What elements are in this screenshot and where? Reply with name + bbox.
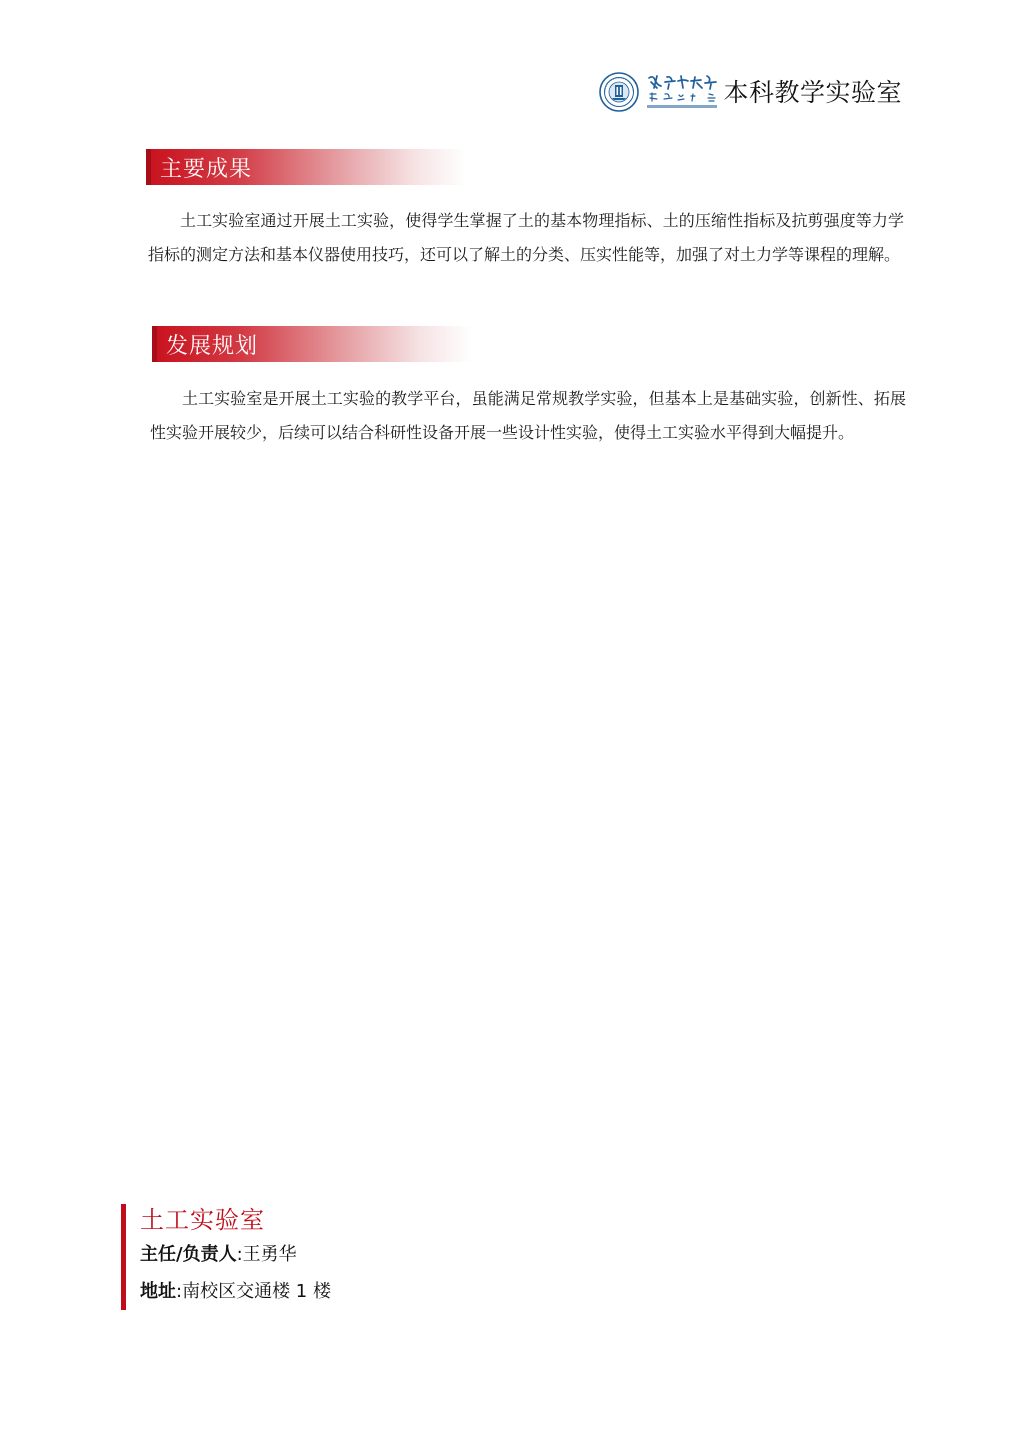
university-name-script-icon [645,72,719,112]
section-heading-label: 发展规划 [166,333,259,359]
section-heading-tab [146,149,151,185]
section-paragraph-development-plan: 土工实验室是开展土工实验的教学平台，虽能满足常规教学实验，但基本上是基础实验，创新性、拓展性实验开展较少，后续可以结合科研性设备开展一些设计性实验，使得土工实验水平得到大幅提升。 [150,389,906,442]
section-heading-achievements [146,149,466,185]
address-separator: : [176,1281,183,1302]
director-line [140,1236,331,1273]
address-label: 地址 [140,1281,176,1302]
header-title: 本科教学实验室 [723,77,902,107]
address-line [140,1273,331,1310]
section-heading-development-plan [152,326,472,362]
university-seal-icon [599,72,639,112]
address-value: 南校区交通楼 1 楼 [182,1281,331,1302]
lab-info-footer [121,1204,331,1310]
section-paragraph-achievements: 土工实验室通过开展土工实验，使得学生掌握了土的基本物理指标、土的压缩性指标及抗剪强度等力学指标的测定方法和基本仪器使用技巧，还可以了解土的分类、压实性能等，加强了对土力学等课程的理解。 [148,211,904,264]
page-header [599,68,902,116]
section-heading-tab [152,326,157,362]
lab-name: 土工实验室 [140,1206,265,1234]
director-value: 王勇华 [242,1244,297,1265]
director-separator: : [236,1244,243,1265]
director-label: 主任/负责人 [140,1244,237,1265]
section-heading-label: 主要成果 [160,156,253,182]
